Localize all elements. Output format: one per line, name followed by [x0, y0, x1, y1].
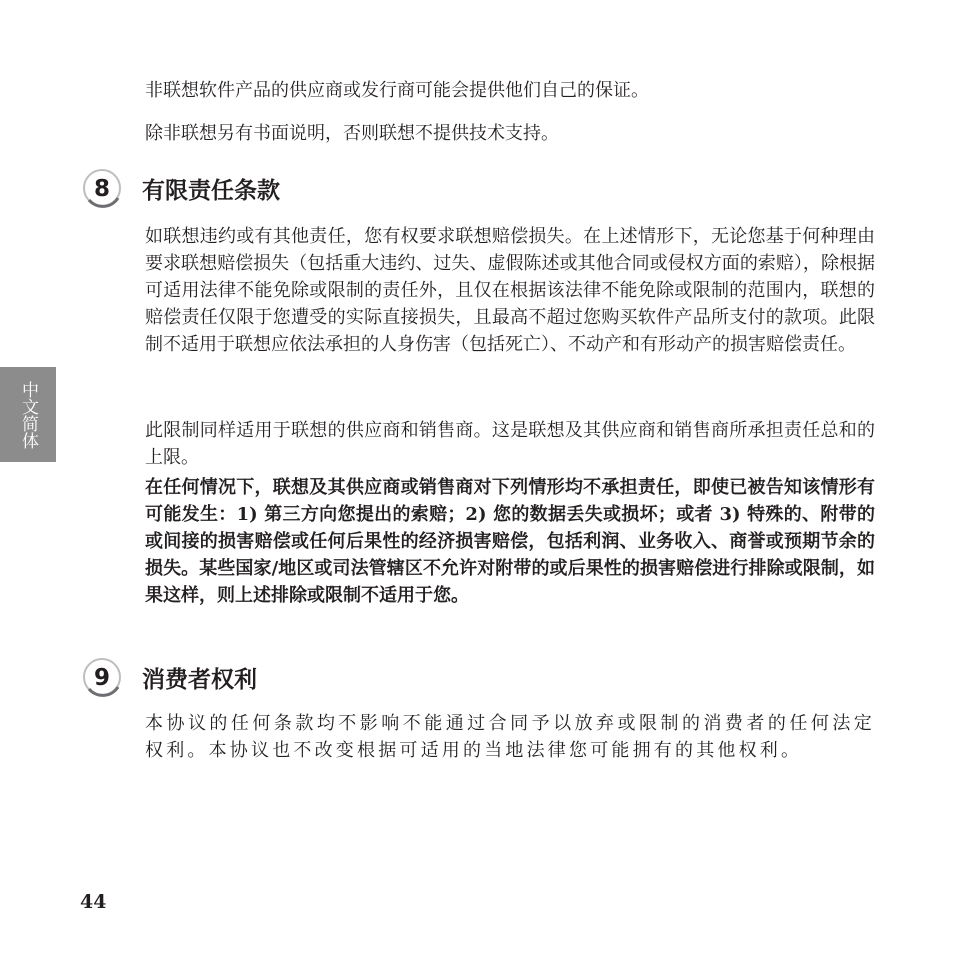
intro-paragraph-1: 非联想软件产品的供应商或发行商可能会提供他们自己的保证。	[145, 80, 649, 101]
section-8-paragraph-1: 如联想违约或有其他责任，您有权要求联想赔偿损失。在上述情形下，无论您基于何种理由要求联想赔偿损失（包括重大违约、过失、虚假陈述或其他合同或侵权方面的索赔），除根据可适用法律不能免除或限制的责任外，且仅在根据该法律不能免除或限制的范围内，联想的赔偿责任仅限于您遭受的实际直接损失，且最高不超过您购买软件产品所支付的款项。此限制不适用于联想应依法承担的人身伤害（包括死亡）、不动产和有形动产的损害赔偿责任。	[145, 226, 875, 355]
section-9-paragraph-1: 本协议的任何条款均不影响不能通过合同予以放弃或限制的消费者的任何法定权利。本协议也不改变根据可适用的当地法律您可能拥有的其他权利。	[145, 713, 875, 761]
language-side-tab-label: 中文简体	[18, 380, 38, 449]
page-number: 44	[80, 891, 107, 913]
section-9-number: 9	[93, 665, 111, 691]
intro-paragraph-2: 除非联想另有书面说明，否则联想不提供技术支持。	[145, 123, 559, 144]
section-9-title: 消费者权利	[142, 667, 257, 693]
section-8-paragraph-2: 此限制同样适用于联想的供应商和销售商。这是联想及其供应商和销售商所承担责任总和的上限。	[145, 420, 875, 468]
section-9-number-badge	[80, 657, 124, 697]
section-8-number: 8	[93, 176, 111, 202]
section-8-paragraph-3: 在任何情况下，联想及其供应商或销售商对下列情形均不承担责任，即使已被告知该情形有可能发生：1) 第三方向您提出的索赔；2) 您的数据丢失或损坏；或者 3) 特殊的、附带的或间接的损害赔偿或任何后果性的经济损害赔偿，包括利润、业务收入、商誉或预期节余的损失。某些国家/地区或司法管辖区不允许对附带的或后果性的损害赔偿进行排除或限制，如果这样，则上述排除或限制不适用于您。	[145, 477, 875, 606]
section-8-number-badge	[80, 168, 124, 208]
language-side-tab	[0, 367, 56, 462]
section-8-title: 有限责任条款	[142, 178, 280, 204]
